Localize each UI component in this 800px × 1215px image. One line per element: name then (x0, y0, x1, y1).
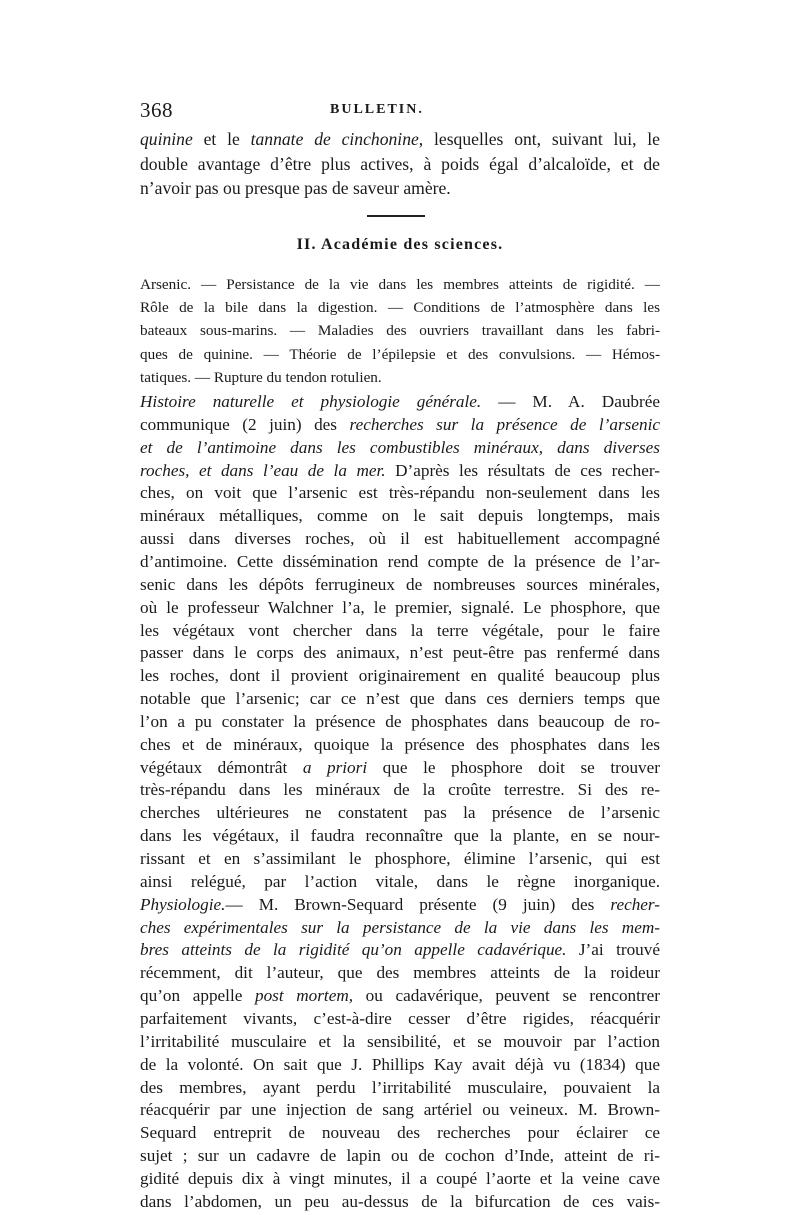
text-run: communique (2 juin) des (140, 414, 350, 434)
text-run: les végétaux vont chercher dans la terre végétale, pour le faire (140, 620, 660, 640)
text-run: double avantage d’être plus actives, à poids égal d’alcaloïde, et de (140, 153, 660, 174)
text-run: gidité depuis dix à vingt minutes, il a coupé l’aorte et la veine cave (140, 1168, 660, 1188)
body-line (140, 1008, 660, 1030)
text-run: dans les végétaux, il faudra reconnaître que la plante, en se nour- (140, 826, 660, 846)
body-line (140, 939, 660, 961)
body-line (140, 528, 660, 550)
text-run: les roches, dont il provient originairement en qualité beaucoup plus (140, 666, 660, 686)
text-run: passer dans le corps des animaux, n’est peut-être pas renfermé dans (140, 643, 660, 663)
text-run: post mortem, (254, 986, 354, 1006)
text-run: recher- (610, 894, 660, 914)
text-run: végétaux démontrât (140, 757, 303, 777)
text-run: parfaitement vivants, c’est-à-dire cesser d’être rigides, réacquérir (140, 1008, 660, 1028)
text-run: rissant et en s’assimilant le phosphore, élimine l’arsenic, qui est (140, 849, 660, 868)
running-head: BULLETIN. (330, 102, 424, 117)
continuation-line (140, 152, 660, 176)
section-title: II. Académie des sciences. (296, 236, 504, 253)
text-run: et le (192, 129, 251, 149)
text-run: — M. Brown-Sequard présente (9 juin) des (225, 894, 611, 914)
text-run: n’avoir pas ou presque pas de saveur amère. (140, 178, 451, 198)
text-run: Histoire naturelle et physiologie générale. (140, 392, 482, 411)
text-run: ainsi relégué, par l’action vitale, dans le règne inorganique. (140, 871, 660, 891)
text-run: Physiologie. (140, 894, 226, 914)
body-line (140, 1168, 660, 1190)
text-run: a priori (302, 757, 368, 777)
text-run: — M. A. Daubrée (481, 392, 660, 411)
body-line (140, 505, 660, 527)
text-run: très-répandu dans les minéraux de la croûte terrestre. Si des re- (140, 780, 660, 800)
text-run: notable que l’arsenic; car ce n’est que dans ces derniers temps que (140, 689, 660, 709)
body-line (140, 574, 660, 596)
text-run: que le phosphore doit se trouver (367, 757, 661, 777)
body-line (140, 642, 660, 664)
summary-line: bateaux sous-marins. — Maladies des ouvriers travaillant dans les fabri- (140, 322, 660, 340)
continuation-line (140, 127, 660, 151)
text-run: réacquérir par une injection de sang artériel ou veineux. M. Brown- (140, 1100, 660, 1120)
body-line (140, 1054, 660, 1076)
body-line (140, 597, 660, 619)
body-line (140, 802, 660, 824)
body-line (140, 825, 660, 847)
text-run: cherches ultérieures ne constatent pas la présence de l’arsenic (140, 803, 660, 823)
body-line (140, 734, 660, 756)
text-run: roches, et dans l’eau de la mer. (140, 460, 386, 480)
body-line (140, 391, 660, 413)
text-run: où le professeur Walchner l’a, le premier, signalé. Le phosphore, que (140, 597, 660, 617)
body-line (140, 1122, 660, 1144)
body-line (140, 414, 660, 436)
page-header (140, 98, 660, 122)
text-run: qu’on appelle (140, 986, 255, 1006)
body-line (140, 962, 660, 984)
body-line (140, 848, 660, 870)
body-line (140, 894, 660, 916)
body-line (140, 917, 660, 939)
text-run: J’ai trouvé (566, 940, 660, 960)
body-line (140, 482, 660, 504)
continuation-line (140, 176, 660, 200)
body-line (140, 437, 660, 459)
text-run: ches expérimentales sur la persistance de la vie dans les mem- (140, 917, 660, 937)
body-line (140, 1145, 660, 1167)
text-run: senic dans les dépôts ferrugineux de nombreuses sources minérales, (140, 574, 660, 594)
section-divider (367, 215, 425, 217)
text-run: ches, on voit que l’arsenic est très-répandu non-seulement dans les (140, 483, 660, 503)
text-run: récemment, dit l’auteur, que des membres atteints de la roideur (140, 963, 660, 983)
text-run: de la volonté. On sait que J. Phillips Kay avait déjà vu (1834) que (140, 1054, 660, 1074)
text-run: l’irritabilité musculaire et la sensibilité, et se mouvoir par l’action (140, 1031, 660, 1051)
text-run: recherches sur la présence de l’arsenic (349, 414, 661, 434)
text-run: ou cadavérique, peuvent se rencontrer (353, 986, 660, 1006)
text-run: l’on a pu constater la présence de phosphates dans beaucoup de ro- (140, 711, 660, 731)
body-line (140, 1099, 660, 1121)
text-run: des membres, ayant perdu l’irritabilité musculaire, pouvaient la (140, 1077, 660, 1097)
summary-line: Arsenic. — Persistance de la vie dans les membres atteints de rigidité. — (140, 276, 660, 293)
summary-line: Rôle de la bile dans la digestion. — Conditions de l’atmosphère dans les (140, 299, 660, 317)
body-line (140, 779, 660, 801)
text-run: Sequard entreprit de nouveau des recherches pour éclairer ce (140, 1123, 660, 1143)
body-line (140, 1191, 660, 1213)
body-line (140, 985, 660, 1007)
text-run: aussi dans diverses roches, où il est habituellement accompagné (140, 529, 660, 549)
body-line (140, 871, 660, 893)
body-line (140, 757, 660, 779)
text-run: minéraux métalliques, comme on le sait depuis longtemps, mais (140, 506, 660, 526)
body-line (140, 1031, 660, 1053)
text-run: d’antimoine. Cette dissémination rend compte de la présence de l’ar- (140, 551, 660, 571)
body-line (140, 551, 660, 573)
text-run: bres atteints de la rigidité qu’on appelle cadavérique. (140, 940, 567, 960)
body-line (140, 620, 660, 642)
summary-line: ques de quinine. — Théorie de l’épilepsie et des convulsions. — Hémos- (140, 345, 660, 363)
text-run: , lesquelles ont, suivant lui, le (418, 129, 660, 149)
text-run: et de l’antimoine dans les combustibles minéraux, dans diverses (140, 437, 660, 457)
text-run: dans l’abdomen, un peu au-dessus de la bifurcation de ces vais- (140, 1191, 660, 1211)
text-run: sujet ; sur un cadavre de lapin ou de cochon d’Inde, atteint de ri- (140, 1146, 660, 1166)
page-number: 368 (140, 98, 173, 122)
text-run: quinine (140, 129, 193, 149)
text-run: tannate de cinchonine (250, 129, 419, 149)
body-line (140, 711, 660, 733)
text-run: ches et de minéraux, quoique la présence des phosphates dans les (140, 734, 660, 754)
body-line (140, 1077, 660, 1099)
body-line (140, 460, 660, 482)
text-run: D’après les résultats de ces recher- (385, 460, 660, 480)
body-line (140, 688, 660, 710)
summary-line: tatiques. — Rupture du tendon rotulien. (140, 368, 382, 386)
body-line (140, 665, 660, 687)
